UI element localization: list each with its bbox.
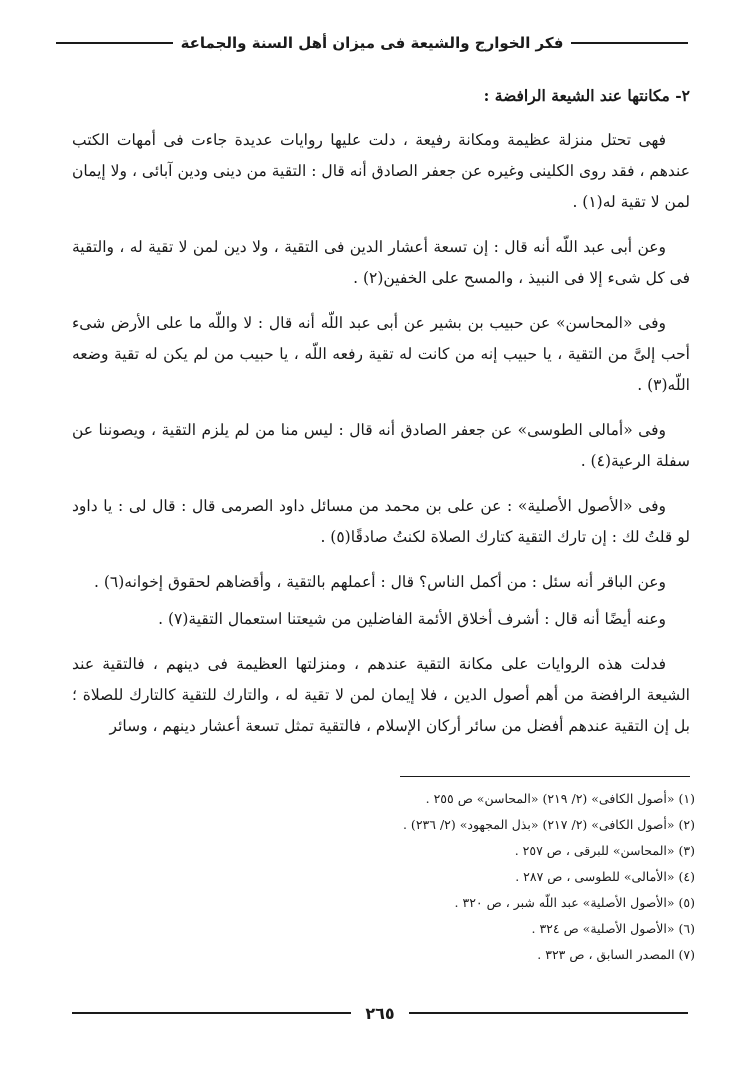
section-heading: ٢- مكانتها عند الشيعة الرافضة : bbox=[483, 86, 690, 105]
paragraph: وفى «الأصول الأصلية» : عن على بن محمد من مسائل داود الصرمى قال : قال لى : يا داود لو قلتُ لك : إن تارك التقية كتارك الصلاة لكنتُ صادقًا(٥) . bbox=[72, 497, 690, 546]
paragraph: وعنه أيضًا أنه قال : أشرف أخلاق الأئمة الفاضلين من شيعتنا استعمال التقية(٧) . bbox=[158, 610, 666, 628]
footer-rule-left bbox=[72, 1012, 351, 1014]
footnote-item: (١) «أصول الكافى» (٢/ ٢١٩) «المحاسن» ص ٢٥٥ . bbox=[425, 791, 695, 806]
footnote-item: (٢) «أصول الكافى» (٢/ ٢١٧) «بذل المجهود» (٢/ ٢٣٦) . bbox=[402, 817, 695, 832]
paragraph: وفى «أمالى الطوسى» عن جعفر الصادق أنه قال : ليس منا من لم يلزم التقية ، ويصوننا عن سفلة الرعية(٤) . bbox=[72, 421, 690, 470]
running-header-title: فكر الخوارج والشيعة فى ميزان أهل السنة والجماعة bbox=[180, 34, 564, 52]
header-rule-left bbox=[56, 42, 173, 44]
footnote-item: (٦) «الأصول الأصلية» ص ٣٢٤ . bbox=[531, 921, 695, 936]
paragraph: وعن أبى عبد اللّه أنه قال : إن تسعة أعشار الدين فى التقية ، ولا دين لمن لا تقية له ، والتقية فى كل شىء إلا فى النبيذ ، والمسح على الخفين(٢) . bbox=[72, 238, 690, 287]
paragraph: فدلت هذه الروايات على مكانة التقية عندهم ، ومنزلتها العظيمة فى دينهم ، فالتقية عند الشيعة الرافضة من أهم أصول الدين ، فلا إيمان لمن لا تقية له ، والتارك للتقية كالتارك للصلاة ؛ بل إن التقية عندهم أفضل من سائر أركان الإسلام ، فالتقية تمثل تسعة أعشار دينهم ، وسائر bbox=[72, 655, 690, 735]
running-header bbox=[56, 30, 688, 56]
page-footer bbox=[72, 1000, 688, 1026]
footnote-item: (٣) «المحاسن» للبرقى ، ص ٢٥٧ . bbox=[514, 843, 695, 858]
footnote-item: (٧) المصدر السابق ، ص ٣٢٣ . bbox=[537, 947, 695, 962]
footnotes bbox=[80, 786, 695, 968]
footnote-separator bbox=[400, 776, 690, 777]
paragraph: فهى تحتل منزلة عظيمة ومكانة رفيعة ، دلت عليها روايات عديدة جاءت فى أمهات الكتب عندهم ، فقد روى الكلينى وغيره عن جعفر الصادق أنه قال : التقية من دينى ودين آبائى ، ولا إيمان لمن لا تقية له(١) . bbox=[72, 131, 690, 211]
main-text bbox=[72, 80, 690, 756]
footer-rule-right bbox=[409, 1012, 688, 1014]
paragraph: وعن الباقر أنه سئل : من أكمل الناس؟ قال : أعملهم بالتقية ، وأقضاهم لحقوق إخوانه(٦) . bbox=[93, 573, 666, 591]
page-number: ٢٦٥ bbox=[365, 1003, 395, 1023]
footnote-item: (٤) «الأمالى» للطوسى ، ص ٢٨٧ . bbox=[515, 869, 695, 884]
header-rule-right bbox=[571, 42, 688, 44]
paragraph: وفى «المحاسن» عن حبيب بن بشير عن أبى عبد اللّه أنه قال : لا واللّه ما على الأرض شىء أحب إلىَّ من التقية ، يا حبيب إنه من كانت له تقية رفعه اللّه ، يا حبيب من لم يكن له تقية وضعه اللّه(٣) . bbox=[72, 314, 690, 394]
footnote-item: (٥) «الأصول الأصلية» عبد اللّه شبر ، ص ٣٢٠ . bbox=[454, 895, 695, 910]
